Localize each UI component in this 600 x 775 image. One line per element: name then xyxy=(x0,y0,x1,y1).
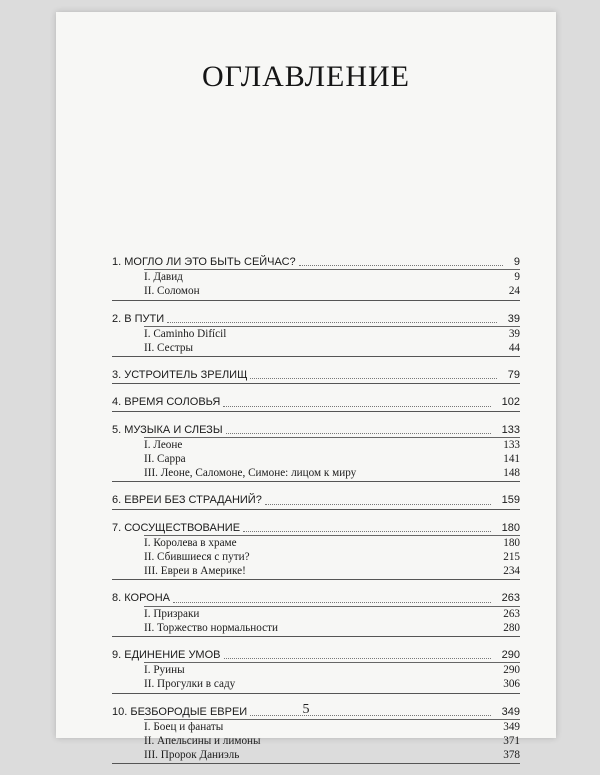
toc-section-entry[interactable] xyxy=(112,466,520,480)
toc-section-title: II. Сарра xyxy=(144,453,186,466)
toc-section-title: I. Давид xyxy=(144,271,183,284)
toc-page-number: 215 xyxy=(503,551,520,564)
toc-section-title: I. Caminho Difícil xyxy=(144,327,227,340)
toc-section-title: III. Евреи в Америке! xyxy=(144,565,246,578)
toc-section-entry[interactable] xyxy=(112,327,520,341)
toc-page-number: 133 xyxy=(503,438,520,451)
page-number: 5 xyxy=(302,702,310,717)
toc-section-title: II. Сестры xyxy=(144,342,193,355)
toc-chapter-title: 3. УСТРОИТЕЛЬ ЗРЕЛИЩ xyxy=(112,369,248,382)
toc-chapter-entry[interactable] xyxy=(112,255,520,269)
toc-page-number: 349 xyxy=(501,705,520,718)
toc-chapter-title: 8. КОРОНА xyxy=(112,592,171,605)
toc-section-entry[interactable] xyxy=(112,734,520,748)
toc-section-entry[interactable] xyxy=(112,663,520,677)
toc-section-title: I. Руины xyxy=(144,664,185,677)
toc-chapter xyxy=(112,591,520,637)
toc-page-number: 102 xyxy=(501,396,520,409)
toc-page-number: 371 xyxy=(503,735,520,748)
toc-section-title: II. Торжество нормальности xyxy=(144,621,278,634)
toc-section-entry[interactable] xyxy=(112,341,520,355)
toc-chapter xyxy=(112,368,520,384)
toc-leader xyxy=(223,406,490,407)
table-of-contents xyxy=(112,255,520,775)
toc-page-number: 141 xyxy=(503,453,520,466)
toc-section-entry[interactable] xyxy=(112,550,520,564)
toc-chapter-entry[interactable] xyxy=(112,395,520,409)
toc-chapter-title: 7. СОСУЩЕСТВОВАНИЕ xyxy=(112,521,241,534)
toc-chapter-entry[interactable] xyxy=(112,312,520,326)
toc-leader xyxy=(226,433,491,434)
toc-chapter xyxy=(112,312,520,358)
toc-chapter xyxy=(112,521,520,581)
toc-page-number: 148 xyxy=(503,467,520,480)
toc-page-number: 39 xyxy=(507,312,520,325)
toc-section-title: II. Сбившиеся с пути? xyxy=(144,551,250,564)
toc-section-entry[interactable] xyxy=(112,284,520,298)
toc-chapter xyxy=(112,255,520,301)
toc-leader xyxy=(265,504,491,505)
toc-page-number: 263 xyxy=(503,607,520,620)
toc-section-title: II. Прогулки в саду xyxy=(144,678,236,691)
toc-page-number: 378 xyxy=(503,749,520,762)
toc-leader xyxy=(250,378,496,379)
toc-chapter xyxy=(112,423,520,483)
toc-section-entry[interactable] xyxy=(112,720,520,734)
toc-page-number: 306 xyxy=(503,678,520,691)
toc-chapter xyxy=(112,648,520,694)
toc-chapter-title: 6. ЕВРЕИ БЕЗ СТРАДАНИЙ? xyxy=(112,494,262,507)
toc-page-number: 349 xyxy=(503,720,520,733)
toc-page-number: 280 xyxy=(503,621,520,634)
toc-chapter xyxy=(112,493,520,509)
toc-section-entry[interactable] xyxy=(112,607,520,621)
toc-section-title: I. Королева в храме xyxy=(144,536,237,549)
toc-page-number: 24 xyxy=(508,285,520,298)
toc-page-number: 133 xyxy=(501,423,520,436)
toc-page-number: 263 xyxy=(501,592,520,605)
toc-page-number: 290 xyxy=(503,664,520,677)
toc-leader xyxy=(167,322,497,323)
toc-section-entry[interactable] xyxy=(112,270,520,284)
toc-chapter-entry[interactable] xyxy=(112,493,520,507)
toc-chapter-entry[interactable] xyxy=(112,521,520,535)
toc-section-title: II. Апельсины и лимоны xyxy=(144,735,261,748)
toc-page-number: 39 xyxy=(508,327,520,340)
toc-page-number: 9 xyxy=(513,256,520,268)
toc-page-number: 180 xyxy=(501,521,520,534)
toc-chapter-title: 10. БЕЗБОРОДЫЕ ЕВРЕИ xyxy=(112,705,248,718)
toc-chapter-entry[interactable] xyxy=(112,368,520,382)
toc-page-number: 234 xyxy=(503,565,520,578)
toc-section-entry[interactable] xyxy=(112,621,520,635)
toc-page-number: 159 xyxy=(501,494,520,507)
toc-section-title: I. Леоне xyxy=(144,438,183,451)
toc-chapter-entry[interactable] xyxy=(112,423,520,437)
toc-chapter-entry[interactable] xyxy=(112,648,520,662)
toc-section-title: III. Леоне, Саломоне, Симоне: лицом к миру xyxy=(144,467,357,480)
toc-section-entry[interactable] xyxy=(112,438,520,452)
toc-chapter-title: 2. В ПУТИ xyxy=(112,312,165,325)
toc-chapter-title: 4. ВРЕМЯ СОЛОВЬЯ xyxy=(112,396,221,409)
toc-page-number: 44 xyxy=(508,342,520,355)
toc-chapter-title: 9. ЕДИНЕНИЕ УМОВ xyxy=(112,649,221,662)
toc-page-number: 180 xyxy=(503,536,520,549)
toc-leader xyxy=(243,531,491,532)
toc-section-entry[interactable] xyxy=(112,677,520,691)
toc-section-title: III. Пророк Даниэль xyxy=(144,749,240,762)
toc-section-title: II. Соломон xyxy=(144,285,200,298)
toc-chapter-title: 1. МОГЛО ЛИ ЭТО БЫТЬ СЕЙЧАС? xyxy=(112,256,296,268)
toc-chapter-title: 5. МУЗЫКА И СЛЕЗЫ xyxy=(112,423,223,436)
toc-page-number: 290 xyxy=(501,649,520,662)
page-title: ОГЛАВЛЕНИЕ xyxy=(202,60,410,93)
toc-leader xyxy=(173,602,491,603)
toc-page-number: 79 xyxy=(507,369,520,382)
toc-chapter xyxy=(112,395,520,411)
toc-section-title: I. Призраки xyxy=(144,607,200,620)
toc-section-entry[interactable] xyxy=(112,536,520,550)
book-page xyxy=(56,12,556,762)
toc-chapter-entry[interactable] xyxy=(112,591,520,605)
toc-page-number: 9 xyxy=(514,271,520,284)
toc-section-title: I. Боец и фанаты xyxy=(144,720,224,733)
toc-section-entry[interactable] xyxy=(112,564,520,578)
toc-leader xyxy=(299,265,503,266)
toc-section-entry[interactable] xyxy=(112,748,520,762)
toc-section-entry[interactable] xyxy=(112,452,520,466)
toc-leader xyxy=(224,658,491,659)
